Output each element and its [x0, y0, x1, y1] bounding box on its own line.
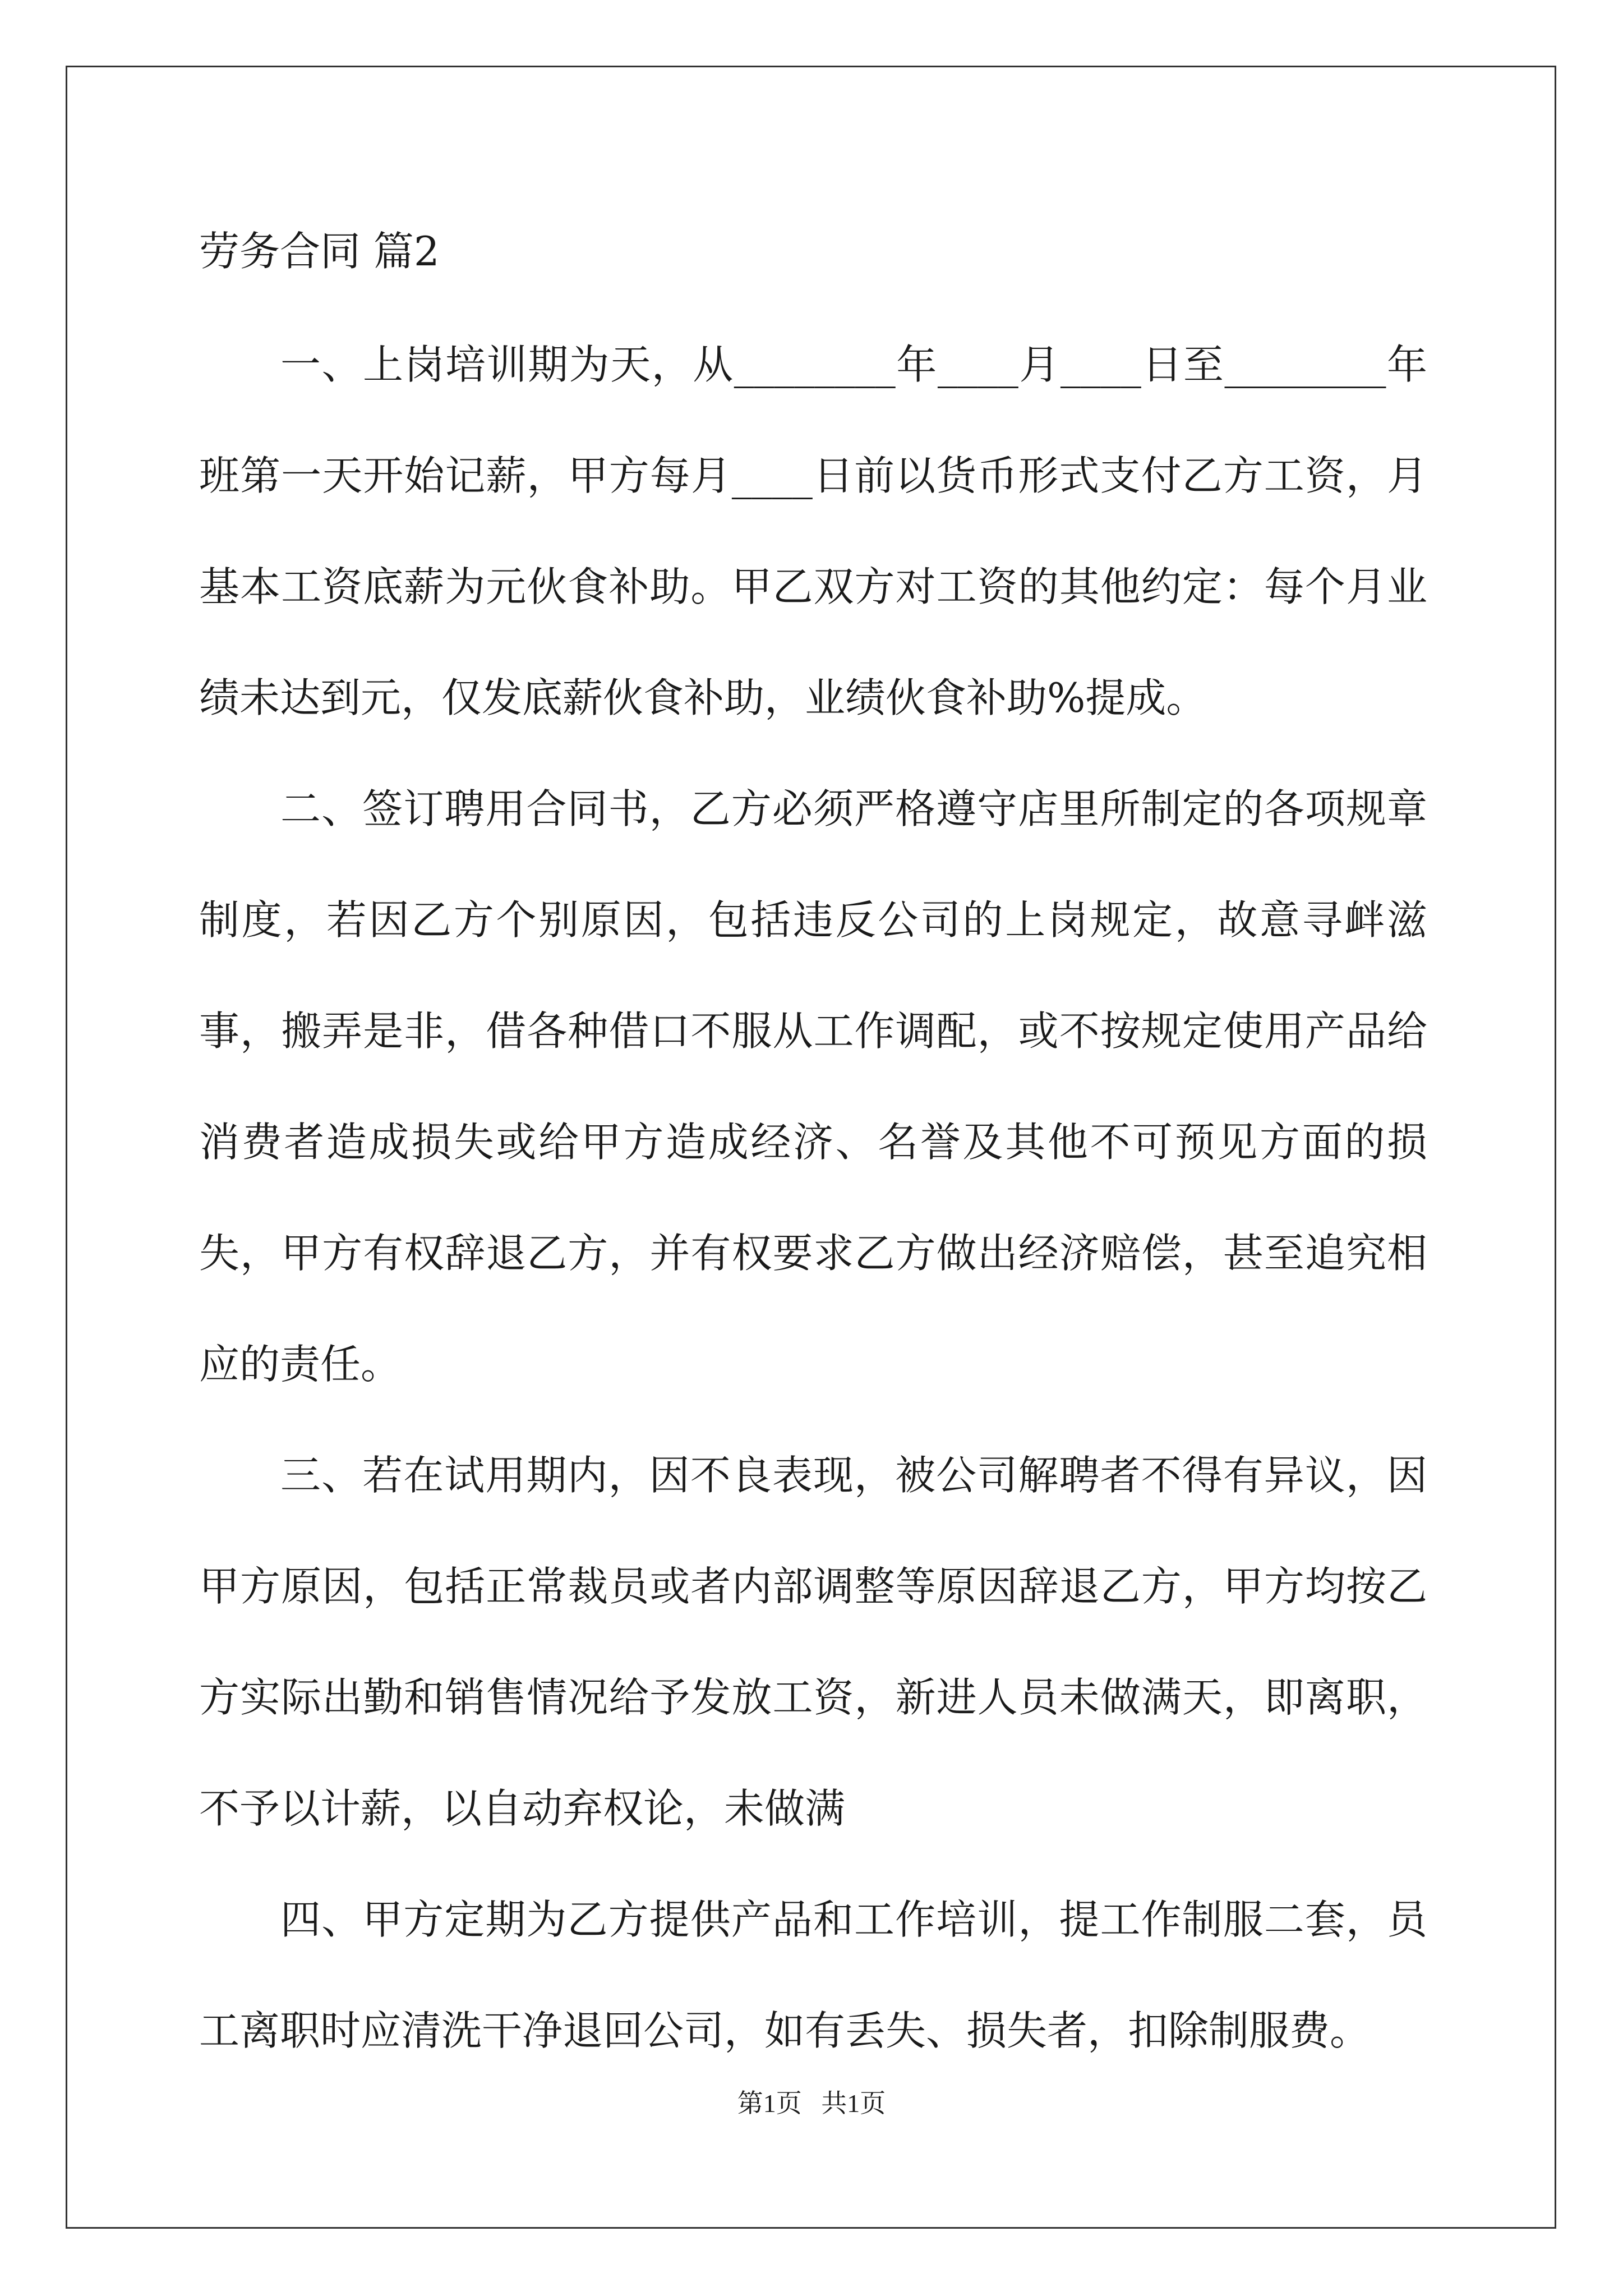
page-number: 第1页 共1页	[737, 2089, 886, 2118]
paragraph-2: 二、签订聘用合同书，乙方必须严格遵守店里所制定的各项规章制度，若因乙方个别原因，包括违反公司的上岗规定，故意寻衅滋事，搬弄是非，借各种借口不服从工作调配，或不按规定使用产品给消费者造成损失或给甲方造成经济、名誉及其他不可预见方面的损失，甲方有权辞退乙方，并有权要求乙方做出经济赔偿，甚至追究相应的责任。	[199, 785, 1427, 1388]
document-title: 劳务合同 篇2	[199, 228, 440, 275]
page-footer	[0, 2087, 1623, 2120]
paragraph-3: 三、若在试用期内，因不良表现，被公司解聘者不得有异议，因甲方原因，包括正常裁员或者内部调整等原因辞退乙方，甲方均按乙方实际出勤和销售情况给予发放工资，新进人员未做满天，即离职，不予以计薪，以自动弃权论，未做满	[199, 1452, 1427, 1832]
paragraph-1: 一、上岗培训期为天，从________年____月____日至________年班第一天开始记薪，甲方每月____日前以货币形式支付乙方工资，月基本工资底薪为元伙食补助。甲乙双方对工资的其他约定：每个月业绩未达到元，仅发底薪伙食补助，业绩伙食补助%提成。	[199, 341, 1427, 721]
paragraph-4: 四、甲方定期为乙方提供产品和工作培训，提工作制服二套，员工离职时应清洗干净退回公司，如有丢失、损失者，扣除制服费。	[199, 1896, 1427, 2054]
document-body	[199, 216, 1427, 2086]
